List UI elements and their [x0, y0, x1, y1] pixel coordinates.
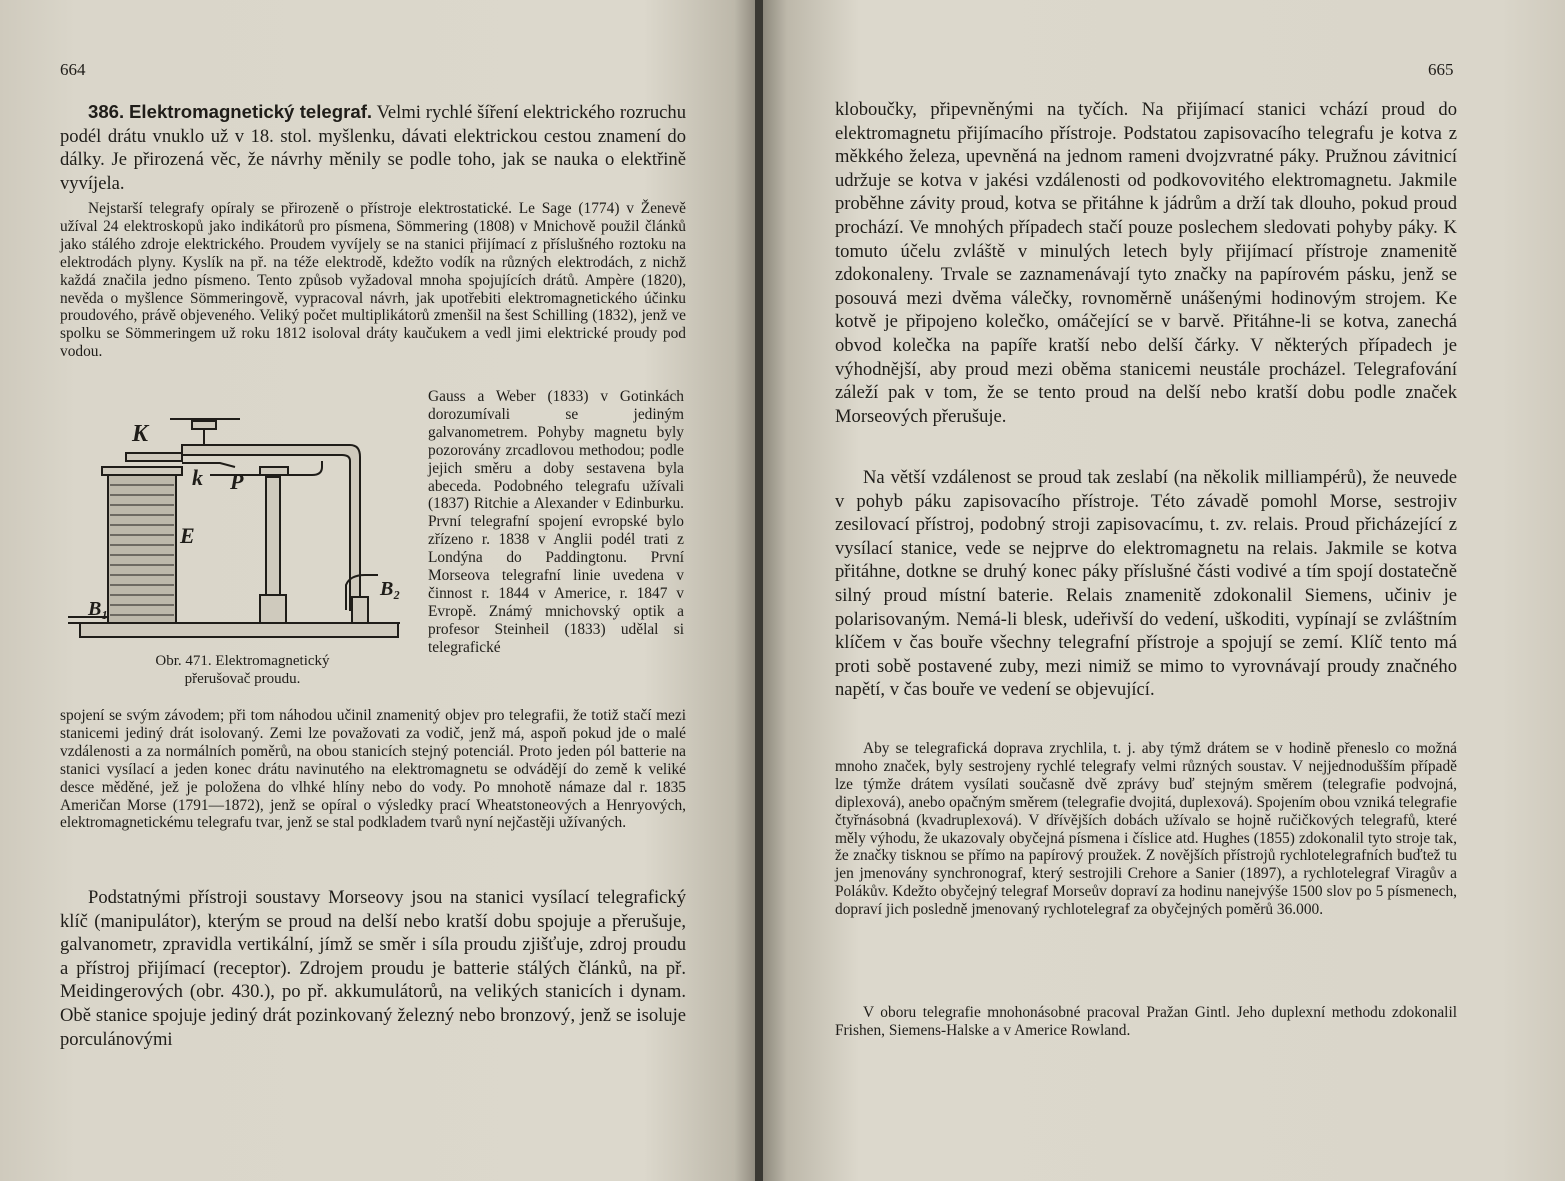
page-number-left: 664	[60, 60, 86, 79]
right-page	[763, 0, 1565, 1181]
section-intro	[60, 100, 686, 195]
label-B1: B₁	[88, 598, 109, 620]
intro-paragraph: Velmi rychlé šíření elektrického rozruchu podél drátu vnuklo už v 18. stol. myšlenku, dávati elektrickou cestou znamení do dálky. Je přirozená věc, že návrhy měnily se podle toho, jak se nauka o elektřině vyvíjela.	[60, 102, 686, 194]
figure-caption-line-1: Obr. 471. Elektromagnetický	[155, 653, 330, 669]
page-number-right: 665	[1428, 60, 1454, 79]
left-page	[0, 0, 757, 1181]
history-paragraph	[60, 200, 686, 361]
side-paragraph: Gauss a Weber (1833) v Gotinkách dorozumívali se jediným galvanometrem. Pohyby magnetu byly pozorovány zrcadlovou methodou; podle jejich směru a doby sestavena byla abeceda. Podobného telegrafu užívali (1837) Ritchie a Alexander v Edinburku. První telegrafní spojení evropské bylo zřízeno r. 1838 v Anglii podél trati z Londýna do Paddingtonu. První Morseova telegrafní linie uvedena v činnost r. 1844 v Americe, r. 1847 v Evropě. Známý mnichovský optik a profesor Steinheil (1833) udělal si telegrafické	[428, 388, 684, 656]
label-E: E	[180, 523, 195, 548]
ground-text: spojení se svým závodem; při tom náhodou učinil znamenitý objev pro telegrafii, že totiž stačí mezi stanicemi jediný drát isolovaný. Zemi lze považovati za vodič, jenž má, aspoň pokud jde o malé vzdálenosti a za normálních poměrů, na obou stanicích stejný potenciál. Proto jeden pól batterie na stanici vysílací a jeden konec drátu navinutého na elektromagnetu se odvádějí do země k veliké desce měděné, jež je položena do vlhké hlíny nebo do vody. Po mnohotě námaze dal r. 1835 Američan Morse (1791—1872), jenž se opíral o výsledky prací Wheatstoneových a Henryových, elektromagnetickému telegrafu tvar, jenž se stal podkladem tvarů nyní nejčastěji užívaných.	[60, 707, 686, 832]
label-B2: B₂	[380, 578, 401, 600]
section-heading: Elektromagnetický telegraf.	[129, 101, 373, 122]
section-number: 386.	[88, 101, 125, 122]
relais-paragraph	[835, 466, 1457, 702]
receiver-text: kloboučky, připevněnými na tyčích. Na přijímací stanici vchází proud do elektromagnetu přijímacího přístroje. Podstatou zapisovacího telegrafu je kotva z měkkého železa, upevněná na jednom rameni dvojzvratné páky. Pružnou závitnicí udržuje se kotva v jakési vzdálenosti od podkovovitého elektromagnetu. Jakmile proběhne závity proud, kotva se přitáhne k jádrům a drží tak dlouho, pokud proud prochází. Ve mnohých případech stačí pouze poslechem sledovati pohyby páky. K tomuto účelu zvláště v minulých letech byly přijímací přístroje znamenitě zdokonaleny. Trvale se zaznamenávají tyto značky na papírovém pásku, jenž se posouvá mezi dvěma válečky, rovnoměrně unášenými hodinovým strojem. Ke kotvě je připojeno kolečko, omáčející se v barvě. Přitáhne-li se kotva, zanechá obvod kolečka na papíře kratší nebo delší čárky. V některých případech je výhodnější, aby proud mezi oběma stanicemi neustále procházel. Telegrafování záleží pak v tom, že se tento proud na delší nebo kratší dobu podle značek Morseových přerušuje.	[835, 99, 1457, 427]
figure-caption-line-2: přerušovač proudu.	[184, 671, 301, 687]
figure-471	[60, 405, 405, 654]
relais-text: Na větší vzdálenost se proud tak zeslabí (na několik milliampérů), že neuvede v pohyb páku zapisovacího přístroje. Této závadě pomohl Morse, sestrojiv zesilovací přístroj, podobný stroji zapisovacímu, t. zv. relais. Proud přicházející z vysílací stanice, vede se nejprve do elektromagnetu na relais. Jakmile se kotva přitáhne, dotkne se druhý konec páky příslušné části vodivé a tím spojí dostatečně silný proud místní baterie. Relais znamenitě zdokonalil Siemens, učiniv je polarisovaným. Nemá-li blesk, udeřivší do vedení, uškoditi, vypínají se zvláštním klíčem v čas bouře všechny telegrafní přístroje a spojují se zemí. Klíč tento má proti sobě postavené zuby, mezi nimiž se mimo to vyrovnávají proudy značného napětí, v čas bouře ve vedení se objevující.	[835, 467, 1457, 701]
history-text: Nejstarší telegrafy opíraly se přirozeně o přístroje elektrostatické. Le Sage (1774) v Ženevě užíval 24 elektroskopů jako indikátorů pro písmena, Sömmering (1808) v Mnichově použil článků jako stálého zdroje elektrického. Proudem vyvíjely se na stanici přijímací z příslušného roztoku na elektrodách plyny. Kyslík na př. na téže elektrodě, kdežto vodík na různých elektrodách, z nichž každá značila jedno písmeno. Tento způsob vyžadoval mnoha spojujících drátů. Ampère (1820), nevěda o myšlence Sömmeringově, vypracoval návrh, jak upotřebiti elektromagnetického účinku proudového, právě objeveného. Veliký počet multiplikátorů zmenšil na šest Schilling (1832), jenž ve spolku se Sömmeringem už roku 1812 isoloval dráty kaučukem a vedl jimi elektrické proudy pod vodou.	[60, 200, 686, 361]
label-K: K	[132, 421, 149, 447]
label-k: k	[192, 465, 203, 490]
multiplex-paragraph	[835, 1004, 1457, 1040]
interrupter-drawing	[60, 405, 405, 650]
receiver-paragraph	[835, 98, 1457, 428]
figure-caption	[100, 652, 385, 688]
label-P: P	[230, 469, 244, 494]
ground-paragraph	[60, 707, 686, 832]
fast-telegraph-paragraph	[835, 740, 1457, 919]
fast-telegraph-text: Aby se telegrafická doprava zrychlila, t. j. aby týmž drátem se v hodině přeneslo co možná mnoho značek, byly sestrojeny rychlé telegrafy velmi různých soustav. V nejjednodušším případě lze týmže drátem vysílati současně dvě zprávy buď stejným směrem (telegrafie podvojná, diplexová), anebo opačným směrem (telegrafie dvojitá, duplexová). Spojením obou vzniká telegrafie čtyřnásobná (kvadruplexová). V dřívějších dobách užívalo se hojně ručičkových telegrafů, které měly výhodu, že ukazovaly obyčejná písmena i číslice atd. Hughes (1855) zdokonalil tyto stroje tak, že značky tisknou se přímo na papírový proužek. Z novějších přístrojů rychlotelegrafních buďtež tu jen jmenovány synchronograf, který sestrojili Crehore a Sanier (1897), a rychlotelegraf Viragův a Polákův. Kdežto obyčejný telegraf Morseův dopraví za hodinu nanejvýše 1500 slov po 5 písmenech, dopraví jich posledně jmenovaný rychlotelegraf za obyčejných poměrů 36.000.	[835, 740, 1457, 919]
multiplex-text: V oboru telegrafie mnohonásobné pracoval Pražan Gintl. Jeho duplexní methodu zdokonalil Frishen, Siemens-Halske a v Americe Rowland.	[835, 1004, 1457, 1039]
morse-paragraph	[60, 886, 686, 1051]
figure-side-text	[428, 388, 684, 657]
morse-text: Podstatnými přístroji soustavy Morseovy jsou na stanici vysílací telegrafický klíč (manipulátor), kterým se proud na delší nebo kratší dobu spojuje a přerušuje, galvanometr, zpravidla vertikální, jímž se směr i síla proudu zjišťuje, zdroj proudu a přístroj přijímací (receptor). Zdrojem proudu je batterie stálých článků, na př. Meidingerových (obr. 430.), po př. akkumulátorů, na velikých stanicích i dynam. Obě stanice spojuje jediný drát pozinkovaný železný nebo bronzový, jenž se isoluje porculánovými	[60, 887, 686, 1050]
